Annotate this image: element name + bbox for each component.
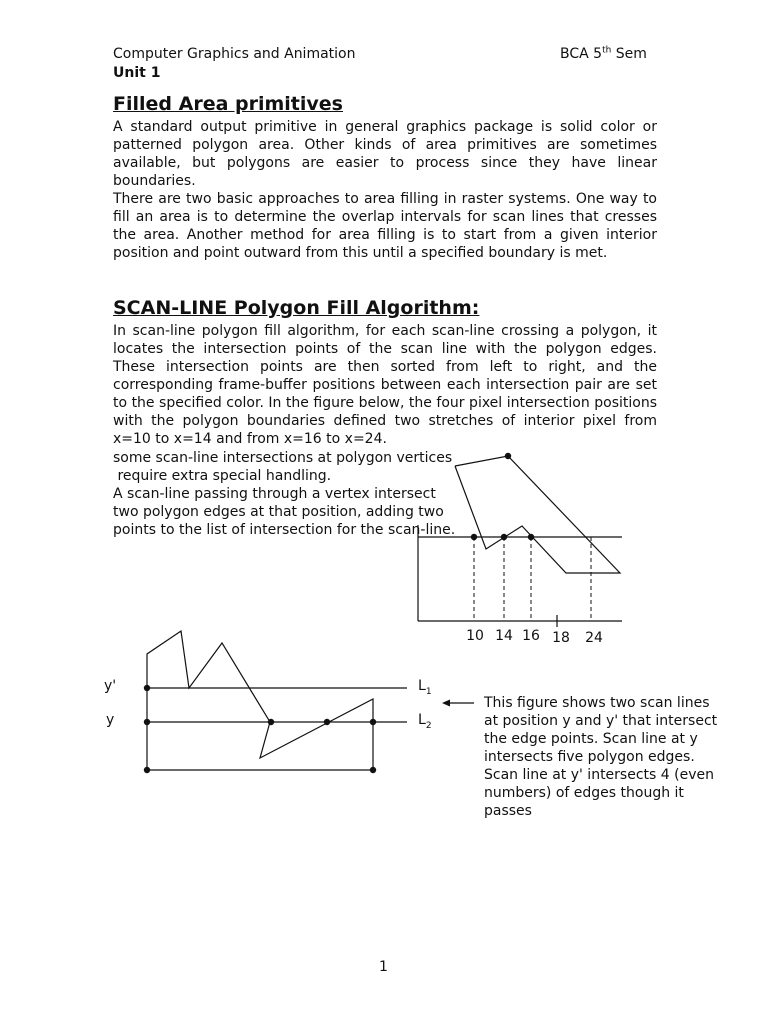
- paragraph-approaches: There are two basic approaches to area filling in raster systems. One way to fill an area is to determine the overlap intervals for scan lines that cresses the area. Another method for area filling is to start from a given interior position and point outward from this until a specified boundary is met.: [113, 191, 657, 261]
- intersection-point-14: [501, 534, 507, 540]
- intersection-point-10: [471, 534, 477, 540]
- figure1-dashed-lines: [474, 537, 591, 621]
- point-y-left: [144, 719, 150, 725]
- paragraph-intro: A standard output primitive in general graphics package is solid color or patterned polygon area. Other kinds of area primitives are sometimes available, but polygons are easier to process since they have linear boundaries.: [113, 119, 657, 189]
- semester-superscript: th: [602, 45, 612, 56]
- tick-label-18: 18: [552, 630, 570, 646]
- semester-prefix: BCA 5: [560, 46, 603, 62]
- paragraph-scanline: In scan-line polygon fill algorithm, for each scan-line crossing a polygon, it locates the intersection points of the scan line with the polygon edges. These intersection points are then sorted from left to right, and the corresponding frame-buffer positions between each intersection pair are set to the specified color. In the figure below, the four pixel intersection positions with the polygon boundaries defined two stretches of interior pixel from x=10 to x=14 and from x=16 to x=24.: [113, 323, 657, 447]
- label-L2: [418, 712, 432, 731]
- vertex-point-top: [505, 453, 511, 459]
- point-bottom-right: [370, 767, 376, 773]
- figure2-caption: This figure shows two scan lines at position y and y' that intersect the edge points. Scan line at y intersects five polygon edges. Scan line at y' intersects 4 (even numbers) of edges though it passes: [484, 695, 718, 819]
- caption-arrow-head: [442, 700, 450, 707]
- label-L2-base: L: [418, 712, 426, 728]
- label-L1-sub: 1: [425, 686, 432, 697]
- figure2-points: [144, 685, 376, 773]
- section-title-scanline: SCAN-LINE Polygon Fill Algorithm:: [113, 297, 480, 319]
- text-line-3: A scan-line passing through a vertex intersect: [113, 486, 436, 502]
- text-line-5: points to the list of intersection for the scan-line.: [113, 522, 456, 538]
- section-title-filled-area: Filled Area primitives: [113, 93, 343, 115]
- intersection-point-16: [528, 534, 534, 540]
- figure2-diagram: [147, 631, 474, 770]
- label-L1: [418, 678, 432, 697]
- text-line-4: two polygon edges at that position, adding two: [113, 504, 444, 520]
- point-y-right: [370, 719, 376, 725]
- unit-label: Unit 1: [113, 65, 161, 81]
- label-y: y: [106, 712, 115, 728]
- label-y-prime: y': [104, 678, 117, 694]
- course-title: Computer Graphics and Animation: [113, 46, 356, 62]
- label-L2-sub: 2: [425, 720, 432, 731]
- point-bottom-left: [144, 767, 150, 773]
- tick-label-10: 10: [466, 628, 484, 644]
- point-yprime-left: [144, 685, 150, 691]
- tick-label-16: 16: [522, 628, 540, 644]
- tick-label-24: 24: [585, 630, 603, 646]
- semester-suffix: Sem: [611, 46, 647, 62]
- figure1-points: [471, 453, 534, 540]
- figure1-polygon: [455, 456, 620, 573]
- label-L1-base: L: [418, 678, 426, 694]
- figure2-polygon: [147, 631, 373, 770]
- page-number: 1: [379, 959, 388, 975]
- text-line-2: require extra special handling.: [113, 468, 332, 484]
- point-y-3: [324, 719, 330, 725]
- text-line-1: some scan-line intersections at polygon vertices: [113, 450, 453, 466]
- point-y-2: [268, 719, 274, 725]
- tick-label-14: 14: [495, 628, 513, 644]
